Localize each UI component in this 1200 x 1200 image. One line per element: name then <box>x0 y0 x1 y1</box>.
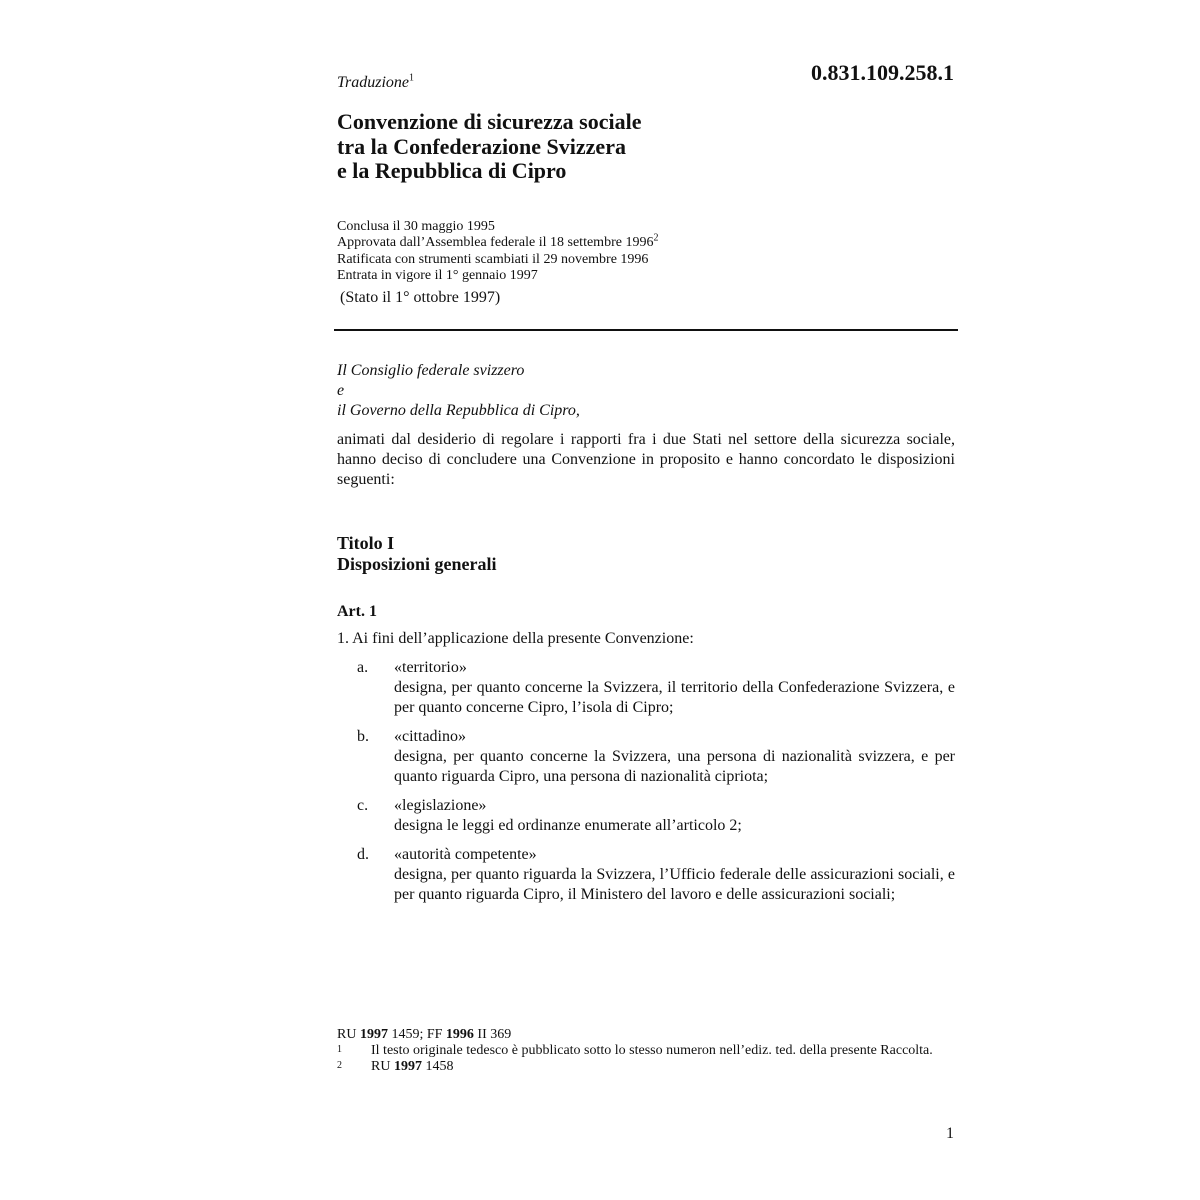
footnote-2-year: 1997 <box>393 1059 422 1074</box>
definition-letter: b. <box>357 728 369 745</box>
footnote-2-text <box>371 1059 955 1075</box>
title-line-2: tra la Confederazione Svizzera <box>337 133 626 159</box>
horizontal-divider <box>334 329 958 331</box>
definition-list <box>357 658 955 914</box>
definition-text: designa le leggi ed ordinanze enumerate all’articolo 2; <box>394 817 742 834</box>
footnote-2-suffix: 1458 <box>425 1059 454 1074</box>
section-number: Titolo I <box>337 533 395 553</box>
definition-letter: c. <box>357 797 369 814</box>
footnote-1-number: 1 <box>337 1044 342 1055</box>
definition-term: «cittadino» <box>394 728 466 745</box>
definition-item <box>357 796 955 836</box>
definition-term: «legislazione» <box>394 797 487 814</box>
preamble-party-1: Il Consiglio federale svizzero <box>337 362 525 379</box>
definition-text: designa, per quanto concerne la Svizzera, una persona di nazionalità svizzera, e per quanto riguarda Cipro, una persona di nazionalità cipriota; <box>394 748 955 785</box>
meta-in-force: Entrata in vigore il 1° gennaio 1997 <box>337 267 538 283</box>
footnote-1 <box>337 1043 955 1059</box>
definition-text: designa, per quanto concerne la Svizzera, il territorio della Confederazione Svizzera, e per quanto concerne Cipro, l’isola di Cipro; <box>394 679 955 716</box>
meta-approved-text: Approvata dall’Assemblea federale il 18 settembre 1996 <box>337 235 654 251</box>
definition-body <box>394 845 955 905</box>
definition-term: «autorità competente» <box>394 846 537 863</box>
preamble-text: animati dal desiderio di regolare i rapporti fra i due Stati nel settore della sicurezza sociale, hanno deciso di concludere una Convenzione in proposito e hanno concordato le disposizioni seguenti: <box>337 431 955 488</box>
document-metadata <box>337 219 658 306</box>
preamble-party-2: il Governo della Repubblica di Cipro, <box>337 402 580 419</box>
title-line-3: e la Repubblica di Cipro <box>337 158 567 183</box>
section-name: Disposizioni generali <box>337 554 497 574</box>
source-reference <box>337 1027 955 1043</box>
document-title <box>337 110 642 184</box>
definition-text: designa, per quanto riguarda la Svizzera, l’Ufficio federale delle assicurazioni sociali, e per quanto riguarda Cipro, il Ministero del lavoro e delle assicurazioni sociali; <box>394 866 955 903</box>
footnotes <box>337 1027 955 1075</box>
translation-text: Traduzione <box>337 74 410 91</box>
source-prefix: RU <box>337 1027 357 1042</box>
definition-body <box>394 796 955 836</box>
meta-approved <box>337 232 659 251</box>
footnote-2-number: 2 <box>337 1060 342 1071</box>
source-suffix: II 369 <box>477 1027 512 1042</box>
preamble-conjunction: e <box>337 382 345 399</box>
footnote-2 <box>337 1059 955 1075</box>
meta-status: (Stato il 1° ottobre 1997) <box>340 289 501 307</box>
preamble-parties <box>337 361 580 421</box>
definition-body <box>394 658 955 718</box>
footnote-2-prefix: RU <box>371 1059 391 1074</box>
meta-concluded: Conclusa il 30 maggio 1995 <box>337 219 495 234</box>
definition-item <box>357 845 955 905</box>
definition-term: «territorio» <box>394 659 467 676</box>
footnote-ref-2[interactable]: 2 <box>653 232 659 244</box>
document-number: 0.831.109.258.1 <box>811 60 954 85</box>
footnote-1-text: Il testo originale tedesco è pubblicato sotto lo stesso numeron nell’ediz. ted. della presente Raccolta. <box>371 1043 933 1058</box>
article-heading: Art. 1 <box>337 603 377 620</box>
definition-letter: a. <box>357 659 369 676</box>
definition-item <box>357 658 955 718</box>
definition-item <box>357 727 955 787</box>
article-paragraph-1: 1. Ai fini dell’applicazione della presente Convenzione: <box>337 630 694 647</box>
meta-ratified: Ratificata con strumenti scambiati il 29 novembre 1996 <box>337 251 649 267</box>
source-year-1: 1997 <box>359 1027 388 1042</box>
definition-letter: d. <box>357 846 369 863</box>
page-number: 1 <box>946 1125 954 1142</box>
source-mid: 1459; FF <box>391 1027 443 1042</box>
source-year-2: 1996 <box>445 1027 474 1042</box>
title-line-1: Convenzione di sicurezza sociale <box>337 109 642 134</box>
translation-label <box>337 74 414 92</box>
section-heading <box>337 533 497 575</box>
definition-body <box>394 727 955 787</box>
footnote-ref-1[interactable]: 1 <box>409 72 415 84</box>
